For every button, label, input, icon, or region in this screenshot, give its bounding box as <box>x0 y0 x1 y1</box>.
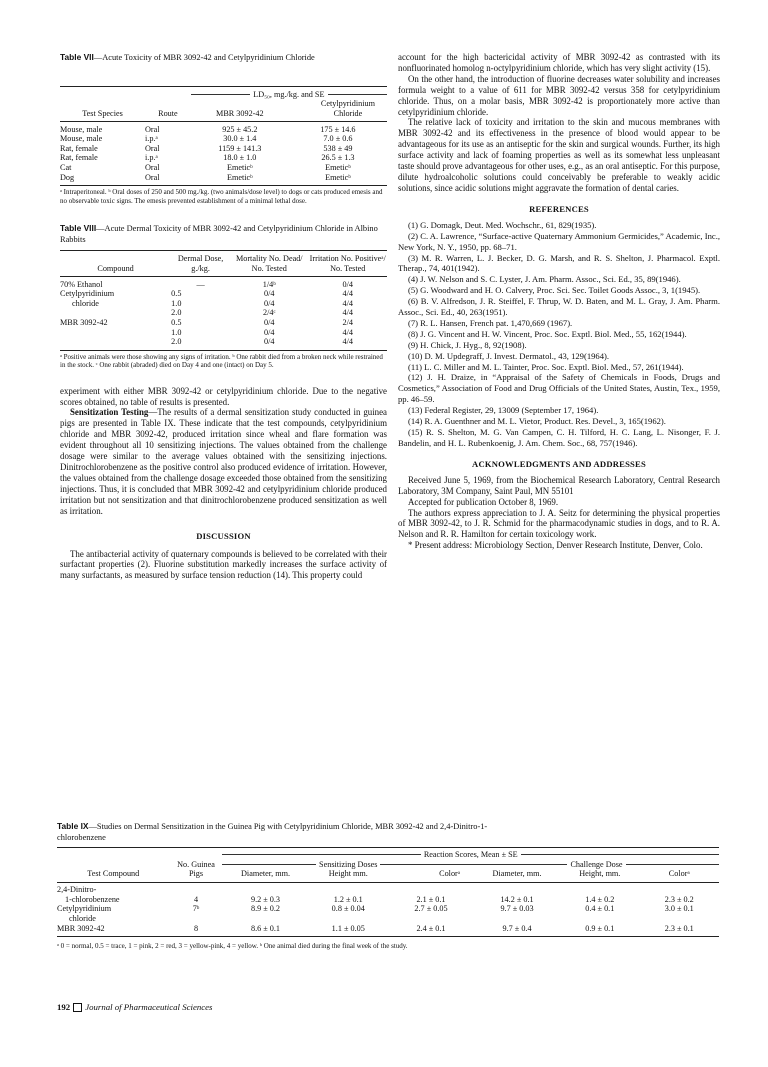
table-ix <box>57 821 719 951</box>
references-list <box>398 220 720 449</box>
reference-item: (10) D. M. Updegraff, J. Invest. Dermatol., 43, 129(1964). <box>408 350 610 361</box>
sensitizing-header: Sensitizing Doses <box>319 859 378 869</box>
col-route: Route <box>158 108 178 118</box>
table-row: Cetylpyridinium 0.5 0/4 4/4 <box>60 289 353 299</box>
left-column <box>60 52 387 581</box>
reference-item: (5) G. Woodward and H. O. Calvery, Proc. Sci. Sec. Toilet Goods Assoc., 3, 1(1945). <box>408 285 701 296</box>
paragraph: The relative lack of toxicity and irritation to the skin and mucous membranes with MBR 3092-42 and its effectiveness in the presence of blood would appear to be advantageous for its use as an antiseptic for the skin and surgical wounds. Further, its high surface activity and lack of foaming properties as well as its somewhat less unpleasant taste should prove advantageous for other uses, e.g., as an oral antiseptic. For this purpose, dilute hydroalcoholic solutions could conceivably be preferable to weakly acidic solutions, since acidic solutions might aggravate the formation of dental caries. <box>398 117 720 193</box>
table-ix-caption: Table IX—Studies on Dermal Sensitization in the Guinea Pig with Cetylpyridinium Chloride, MBR 3092-42 and 2,4-Dinitro-1-chlorobenzene <box>57 821 488 842</box>
square-ornament-icon <box>73 1003 82 1012</box>
reference-item: (8) J. G. Vincent and H. W. Vincent, Proc. Soc. Exptl. Biol. Med., 55, 162(1944). <box>408 328 687 339</box>
reference-item: (3) M. R. Warren, L. J. Becker, D. G. Marsh, and R. S. Shelton, J. Pharmacol. Exptl. Therap., 74, 401(1942). <box>398 252 720 274</box>
col-species: Test Species <box>82 108 123 118</box>
table-vii <box>60 52 387 205</box>
col-dose: Dermal Dose, g./kg. <box>177 254 224 273</box>
table-ix-grid <box>57 850 719 937</box>
table-viii-grid <box>60 254 387 351</box>
reference-item: (11) L. C. Miller and M. L. Tainter, Proc. Soc. Exptl. Biol. Med., 57, 261(1944). <box>408 361 684 372</box>
table-ix-footnote: ᵃ 0 = normal, 0.5 = trace, 1 = pink, 2 = red, 3 = yellow-pink, 4 = yellow. ᵇ One animal died during the final week of the study. <box>57 942 408 951</box>
table-row: chloride <box>69 913 96 923</box>
table-row: chloride 1.0 0/4 4/4 <box>72 298 353 308</box>
reference-item: (7) R. L. Hansen, French pat. 1,470,669 (1967). <box>408 317 573 328</box>
col-height: Height mm. <box>328 869 368 879</box>
paragraph: experiment with either MBR 3092-42 or cetylpyridinium chloride. Due to the negative scores obtained, no table of results is presented. <box>60 385 387 407</box>
paragraph: account for the high bactericidal activity of MBR 3092-42 as contrasted with its nonfluorinated homolog n-octylpyridinium chloride, which has very slight activity (15). <box>398 52 720 73</box>
reference-item: (14) R. A. Guenthner and M. L. Vietor, Product. Res. Devel., 3, 165(1962). <box>408 416 666 427</box>
table-vii-footnote: ᵃ Intraperitoneal. ᵇ Oral doses of 250 and 500 mg./kg. (two animals/dose level) to dogs or cats produced emesis and no observable toxic signs. The emesis prevented establishment of a minimal lethal dose. <box>60 188 383 205</box>
table-viii-footnote: ᵃ Positive animals were those showing any signs of irritation. ᵇ One rabbit died from a broken neck while restrained in the stock. ᶜ One rabbit (abraded) died on Day 4 and one (intact) on Day 5. <box>60 352 383 370</box>
table-row: 70% Ethanol — 1/4ᵇ 0/4 <box>60 279 353 289</box>
table-row: Mouse, male i.p.ᵃ 30.0 ± 1.4 7.0 ± 0.6 <box>60 134 353 144</box>
paragraph: On the other hand, the introduction of fluorine decreases water solubility and increases formula weight to a value of 611 for MBR 3092-42 versus 358 for cetylpyridinium chloride. Thus, on a molar basis, MBR 3092-42 is proportionately more active than cetylpyridinium chloride. <box>398 73 720 117</box>
col-color-challenge: Colorᵃ <box>668 869 690 879</box>
paragraph: Sensitization Testing—The results of a dermal sensitization study conducted in guinea pigs are presented in Table IX. These indicate that the test compounds, cetylpyridinium chloride and MBR 3092-42, produced irritation since wheal and flare formation was evident throughout all 10 sensitizing injections. The values obtained from the challenge dosage were similar to the average values obtained with the sensitizing injections. Dinitrochlorobenzene as the positive control also produced evidence of irritation. However, the values obtained from the challenge dosage exceeded those obtained from the sensitizing injections. Thus, it is concluded that MBR 3092-42 and cetylpyridinium chloride produced irritation but not sensitization and that dinitrochlorobenzene produced sensitization as well as irritation. <box>60 407 387 516</box>
references-heading: REFERENCES <box>529 203 589 214</box>
col-diameter: Diameter, mm. <box>241 869 291 879</box>
table-row: 2.0 0/4 4/4 <box>171 337 353 347</box>
col-color: Colorᵃ <box>439 869 461 879</box>
page-footer <box>57 1002 212 1012</box>
table-row: MBR 3092-42 8 8.6 ± 0.1 1.1 ± 0.05 2.4 ± 0.1 9.7 ± 0.4 0.9 ± 0.1 2.3 ± 0.1 <box>57 923 694 933</box>
table-row: 2.0 2/4ᶜ 4/4 <box>171 308 353 318</box>
left-body-text <box>60 386 387 582</box>
col-pigs: No. Guinea Pigs <box>177 859 215 879</box>
reference-item: (15) R. S. Shelton, M. G. Van Campen, C. H. Tilford, H. C. Lang, L. Nisonger, F. J. Bandelin, and H. L. Rubenkoenig, J. Am. Chem. Soc., 68, 757(1946). <box>398 427 720 448</box>
table-row: MBR 3092-42 0.5 0/4 2/4 <box>60 318 353 328</box>
paragraph: The antibacterial activity of quaternary compounds is believed to be correlated with their surfactant properties (2). Fluorine substitution markedly increases the surface activity of many surfactants, as measured by surface tension reduction (14). This property could <box>60 548 387 581</box>
paragraph: Received June 5, 1969, from the Biochemical Research Laboratory, Central Research Laboratory, 3M Company, Saint Paul, MN 55101 <box>398 474 720 496</box>
table-row: Dog Oral Emeticᵇ Emeticᵇ <box>60 172 351 182</box>
col-mortality: Mortality No. Dead/ No. Tested <box>235 254 303 273</box>
col-mbr: MBR 3092-42 <box>216 108 264 118</box>
table-row: Rat, female Oral 1159 ± 141.3 538 ± 49 <box>60 143 353 153</box>
challenge-header: Challenge Dose <box>570 859 623 869</box>
paragraph: Accepted for publication October 8, 1969. <box>408 496 559 507</box>
table-vii-grid <box>60 90 387 187</box>
reference-item: (9) H. Chick, J. Hyg., 8, 92(1908). <box>408 339 527 350</box>
col-cpc: Cetylpyridinium Chloride <box>320 99 375 118</box>
reaction-scores-header: Reaction Scores, Mean ± SE <box>423 850 518 859</box>
col-irritation: Irritation No. Positiveᵃ/ No. Tested <box>309 254 386 273</box>
reference-item: (13) Federal Register, 29, 13009 (September 17, 1964). <box>408 405 599 416</box>
reference-item: (6) B. V. Alfredson, J. R. Steiffel, F. Thrup, W. D. Baten, and M. L. Gray, J. Am. Pharm. Assoc., Sci. Ed., 40, 263(1951). <box>398 296 720 318</box>
discussion-heading: DISCUSSION <box>196 530 251 541</box>
table-row: 1.0 0/4 4/4 <box>171 327 353 337</box>
col-compound: Compound <box>97 263 134 273</box>
journal-name: Journal of Pharmaceutical Sciences <box>85 1002 213 1012</box>
reference-item: (4) J. W. Nelson and S. C. Lyster, J. Am. Pharm. Assoc., Sci. Ed., 35, 89(1946). <box>408 274 681 285</box>
table-row: Cetylpyridinium 7ᵇ 8.9 ± 0.2 0.8 ± 0.04 2.7 ± 0.05 9.7 ± 0.03 0.4 ± 0.1 3.0 ± 0.1 <box>57 904 694 914</box>
table-viii <box>60 223 387 370</box>
col-diameter-challenge: Diameter, mm. <box>492 869 542 879</box>
reference-item: (1) G. Domagk, Deut. Med. Wochschr., 61, 829(1935). <box>408 219 597 230</box>
acknowledgments-heading: ACKNOWLEDGMENTS AND ADDRESSES <box>472 458 646 469</box>
table-row: Rat, female i.p.ᵃ 18.0 ± 1.0 26.5 ± 1.3 <box>60 153 355 163</box>
table-row: 2,4-Dinitro- <box>57 885 97 895</box>
right-column <box>398 52 720 551</box>
col-compound: Test Compound <box>87 869 140 879</box>
reference-item: (12) J. H. Draize, in “Appraisal of the Safety of Chemicals in Foods, Drugs and Cosmetics,” Association of Food and Drug Officials of the United States, Austin, Tex., 1959, pp. 46–59. <box>398 372 720 405</box>
page-number: 192 <box>57 1002 71 1012</box>
table-row: 1-chlorobenzene 4 9.2 ± 0.3 1.2 ± 0.1 2.1 ± 0.1 14.2 ± 0.1 1.4 ± 0.2 2.3 ± 0.2 <box>65 894 694 904</box>
table-vii-caption: Table VII—Acute Toxicity of MBR 3092-42 and Cetylpyridinium Chloride <box>60 52 315 62</box>
paragraph: The authors express appreciation to J. A. Seitz for determining the physical properties of MBR 3092-42, to J. R. Schmid for the pharmacodynamic studies in dogs, and to R. A. Nelson and R. R. Hamilton for certain toxicology work. <box>398 507 720 540</box>
ld50-header: LD₅₀, mg./kg. and SE <box>253 89 325 99</box>
paragraph: * Present address: Microbiology Section, Denver Research Institute, Denver, Colo. <box>408 540 703 551</box>
reference-item: (2) C. A. Lawrence, “Surface-active Quaternary Ammonium Germicides,” Academic, Inc., New York, N. Y., 1950, pp. 68–71. <box>398 230 720 252</box>
table-viii-caption: Table VIII—Acute Dermal Toxicity of MBR 3092-42 and Cetylpyridinium Chloride in Albino Rabbits <box>60 223 378 244</box>
table-row: Cat Oral Emeticᵇ Emeticᵇ <box>60 163 351 173</box>
section-head-sensitization: Sensitization Testing <box>70 407 149 418</box>
col-height-challenge: Height, mm. <box>579 869 621 879</box>
table-row: Mouse, male Oral 925 ± 45.2 175 ± 14.6 <box>60 124 356 134</box>
